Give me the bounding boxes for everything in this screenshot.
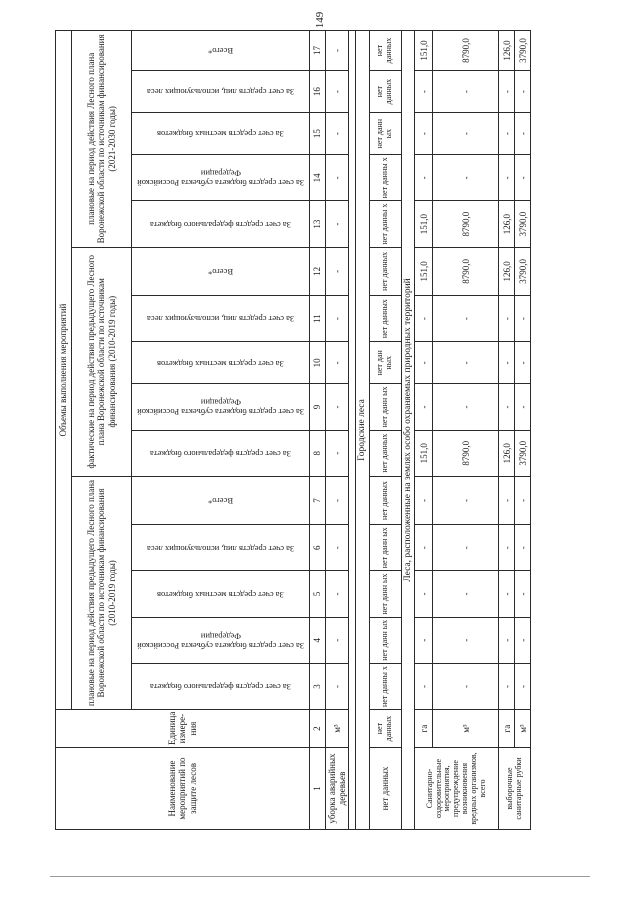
src-subject-header-2: За счет средств бюджета субъекта Российской Федерации <box>132 384 310 430</box>
value-cell: 3790,0 <box>515 247 531 295</box>
column-number: 7 <box>310 476 326 524</box>
value-cell: нет данн ых <box>369 113 401 155</box>
value-cell: 8790,0 <box>433 430 499 476</box>
column-number: 11 <box>310 296 326 342</box>
value-cell: - <box>415 663 433 709</box>
value-cell: - <box>433 476 499 524</box>
column-number: 5 <box>310 571 326 617</box>
column-number: 10 <box>310 342 326 384</box>
value-cell: - <box>515 384 531 430</box>
column-number: 6 <box>310 525 326 571</box>
value-cell: - <box>326 113 349 155</box>
value-cell: - <box>326 155 349 201</box>
bottom-divider <box>50 876 590 877</box>
src-forest-users-header-2: За счет средств лиц, использующих леса <box>132 296 310 342</box>
value-cell: - <box>415 525 433 571</box>
unit-cell: м³ <box>433 710 499 748</box>
value-cell: 126,0 <box>499 201 515 247</box>
value-cell: 3790,0 <box>515 31 531 71</box>
value-cell: нет данн ых <box>369 384 401 430</box>
value-cell: - <box>433 71 499 113</box>
value-cell: - <box>515 113 531 155</box>
value-cell: - <box>499 617 515 663</box>
table-row <box>499 31 515 830</box>
column-number: 16 <box>310 71 326 113</box>
src-forest-users-header-1: За счет средств лиц, использующих леса <box>132 525 310 571</box>
value-cell: 151,0 <box>415 430 433 476</box>
column-number: 2 <box>310 710 326 748</box>
value-cell: - <box>415 71 433 113</box>
value-cell: нет данны х <box>369 663 401 709</box>
value-cell: - <box>433 155 499 201</box>
value-cell: 151,0 <box>415 31 433 71</box>
volumes-header: Объемы выполнения мероприятий <box>56 31 72 710</box>
row-name-cell: Санитарно-оздоровительные мероприятия, предупреждение возникновения вредных организмов, всего <box>415 748 499 830</box>
value-cell: - <box>326 296 349 342</box>
unit-cell: нет данных <box>369 710 401 748</box>
value-cell: - <box>415 113 433 155</box>
value-cell: - <box>326 476 349 524</box>
forest-protection-table <box>55 30 531 830</box>
table-row <box>326 31 349 830</box>
value-cell: - <box>433 571 499 617</box>
value-cell: - <box>515 155 531 201</box>
value-cell: - <box>415 617 433 663</box>
src-federal-header-2: За счет средств федерального бюджета <box>132 430 310 476</box>
section-heading-row <box>356 31 370 830</box>
value-cell: 8790,0 <box>433 31 499 71</box>
value-cell: 151,0 <box>415 201 433 247</box>
value-cell: нет данн ых <box>369 571 401 617</box>
value-cell: - <box>415 571 433 617</box>
value-cell: - <box>499 71 515 113</box>
value-cell: нет дан ных <box>369 342 401 384</box>
row-name-cell: выборочные санитарные рубки <box>499 748 531 830</box>
value-cell: - <box>415 296 433 342</box>
table-row <box>515 31 531 830</box>
value-cell: нет данн ых <box>369 525 401 571</box>
src-federal-header-3: За счет средств федерального бюджета <box>132 201 310 247</box>
value-cell: - <box>326 617 349 663</box>
value-cell: - <box>433 113 499 155</box>
column-number: 14 <box>310 155 326 201</box>
value-cell: - <box>415 342 433 384</box>
src-total-header-2: Всего* <box>132 247 310 295</box>
value-cell: - <box>515 663 531 709</box>
src-total-header-1: Всего* <box>132 476 310 524</box>
value-cell: - <box>326 571 349 617</box>
value-cell: - <box>499 296 515 342</box>
unit-cell: м³ <box>515 710 531 748</box>
group-planned-2021-header: плановые на период действия Лесного плана Воронежской области по источникам финансирования (2021-2030 годы) <box>72 31 132 248</box>
value-cell: - <box>326 342 349 384</box>
value-cell: нет данных <box>369 476 401 524</box>
value-cell: 126,0 <box>499 247 515 295</box>
value-cell: - <box>433 617 499 663</box>
src-local-header-2: За счет средств местных бюджетов <box>132 342 310 384</box>
value-cell: - <box>499 525 515 571</box>
col-name-header: Наименование мероприятий по защите лесов <box>56 748 310 830</box>
value-cell: - <box>433 663 499 709</box>
value-cell: нет данных <box>369 247 401 295</box>
value-cell: - <box>326 247 349 295</box>
value-cell: - <box>515 525 531 571</box>
column-number: 3 <box>310 663 326 709</box>
value-cell: - <box>326 201 349 247</box>
col-unit-header: Единица измере-ния <box>56 710 310 748</box>
group-planned-2010-header: плановые на период действия предыдущего Лесного плана Воронежской области по источникам финансирования (2010-2019 годы) <box>72 476 132 709</box>
value-cell: 3790,0 <box>515 430 531 476</box>
row-name-cell: нет данных <box>369 748 401 830</box>
value-cell: - <box>499 663 515 709</box>
value-cell: - <box>433 525 499 571</box>
value-cell: - <box>326 525 349 571</box>
value-cell: 151,0 <box>415 247 433 295</box>
section-title: Городские леса <box>356 31 370 830</box>
value-cell: - <box>515 476 531 524</box>
value-cell: - <box>515 71 531 113</box>
value-cell: 126,0 <box>499 430 515 476</box>
row-name-cell: уборка аварийных деревьев <box>326 748 349 830</box>
value-cell: нет данных <box>369 71 401 113</box>
value-cell: - <box>433 384 499 430</box>
value-cell: - <box>326 31 349 71</box>
value-cell: - <box>326 430 349 476</box>
value-cell: 126,0 <box>499 31 515 71</box>
column-number: 12 <box>310 247 326 295</box>
column-number: 9 <box>310 384 326 430</box>
value-cell: нет данн ых <box>369 617 401 663</box>
column-numbers-row <box>310 31 326 830</box>
table-row <box>415 31 433 830</box>
value-cell: - <box>433 296 499 342</box>
value-cell: - <box>499 342 515 384</box>
value-cell: - <box>326 384 349 430</box>
value-cell: - <box>415 476 433 524</box>
value-cell: - <box>499 384 515 430</box>
subsection-title: Леса, расположенные на землях особо охраняемых природных территорий <box>401 31 415 830</box>
unit-cell: га <box>499 710 515 748</box>
unit-cell: м³ <box>326 710 349 748</box>
value-cell: 3790,0 <box>515 201 531 247</box>
column-number: 13 <box>310 201 326 247</box>
value-cell: - <box>415 384 433 430</box>
value-cell: нет данных <box>369 296 401 342</box>
src-subject-header-3: За счет средств бюджета субъекта Российской Федерации <box>132 155 310 201</box>
value-cell: 8790,0 <box>433 247 499 295</box>
src-federal-header-1: За счет средств федерального бюджета <box>132 663 310 709</box>
value-cell: - <box>415 155 433 201</box>
value-cell: - <box>326 663 349 709</box>
value-cell: - <box>515 342 531 384</box>
src-total-header-3: Всего* <box>132 31 310 71</box>
column-number: 8 <box>310 430 326 476</box>
value-cell: нет данных <box>369 31 401 71</box>
value-cell: - <box>515 571 531 617</box>
src-subject-header-1: За счет средств бюджета субъекта Российской Федерации <box>132 617 310 663</box>
value-cell: - <box>326 71 349 113</box>
value-cell: нет данны х <box>369 201 401 247</box>
column-number: 15 <box>310 113 326 155</box>
value-cell: 8790,0 <box>433 201 499 247</box>
subsection-heading-row <box>401 31 415 830</box>
value-cell: - <box>499 476 515 524</box>
table-row <box>369 31 401 830</box>
src-local-header-3: За счет средств местных бюджетов <box>132 113 310 155</box>
group-actual-2010-header: фактические на период действия предыдущего Лесного плана Воронежской области по источникам финансирования (2010-2019 годы) <box>72 247 132 476</box>
value-cell: - <box>499 571 515 617</box>
value-cell: нет данны х <box>369 155 401 201</box>
value-cell: - <box>515 617 531 663</box>
unit-cell: га <box>415 710 433 748</box>
src-local-header-1: За счет средств местных бюджетов <box>132 571 310 617</box>
value-cell: - <box>499 155 515 201</box>
src-forest-users-header-3: За счет средств лиц, использующих леса <box>132 71 310 113</box>
page-number: 149 <box>314 11 326 29</box>
rotated-table-container <box>55 30 575 830</box>
value-cell: - <box>433 342 499 384</box>
table-row <box>433 31 499 830</box>
column-number: 4 <box>310 617 326 663</box>
column-number: 17 <box>310 31 326 71</box>
column-number: 1 <box>310 748 326 830</box>
value-cell: - <box>499 113 515 155</box>
value-cell: нет данных <box>369 430 401 476</box>
value-cell: - <box>515 296 531 342</box>
